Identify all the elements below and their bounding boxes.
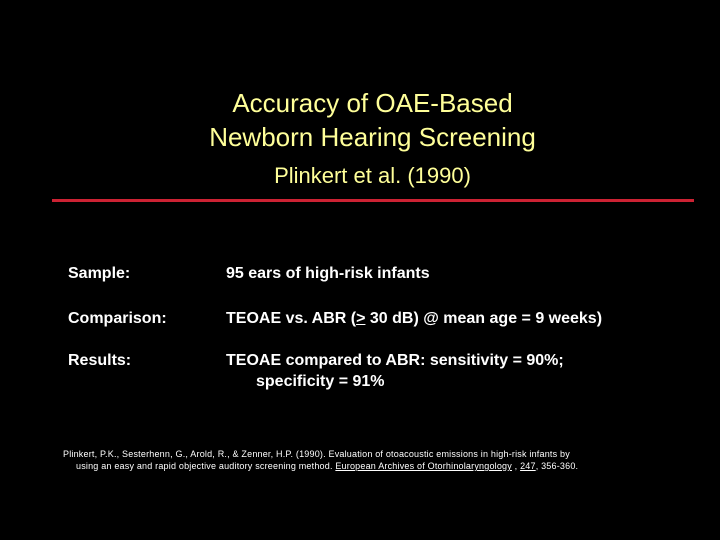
comparison-value-post: 30 dB) @ mean age = 9 weeks) [365,310,603,327]
citation-pages: , 356-360. [535,461,579,471]
results-line-1: TEOAE compared to ABR: sensitivity = 90%; [226,352,564,369]
sample-label: Sample: [68,265,131,282]
comparison-value-pre: TEOAE vs. ABR ( [226,310,357,327]
results-line-2: specificity = 91% [256,373,385,390]
citation-volume: 247 [520,461,536,471]
citation-separator: , [511,461,521,471]
results-value [226,350,564,392]
title-line-1: Accuracy of OAE-Based [232,88,513,118]
title-line-2: Newborn Hearing Screening [209,122,536,152]
citation-journal: European Archives of Otorhinolaryngology [335,461,512,471]
citation [63,448,703,472]
citation-line-2 [63,460,703,472]
citation-line-1: Plinkert, P.K., Sesterhenn, G., Arold, R., & Zenner, H.P. (1990). Evaluation of otoacoustic emissions in high-risk infants by [63,449,570,459]
citation-line-2-text: using an easy and rapid objective auditory screening method. [76,461,336,471]
slide-subtitle: Plinkert et al. (1990) [274,163,471,188]
comparison-value [226,308,602,329]
greater-equal-symbol: > [356,310,366,327]
comparison-label: Comparison: [68,310,167,327]
results-label: Results: [68,352,132,369]
title-divider [52,199,694,202]
slide-title [0,86,720,154]
sample-value: 95 ears of high-risk infants [226,265,430,282]
